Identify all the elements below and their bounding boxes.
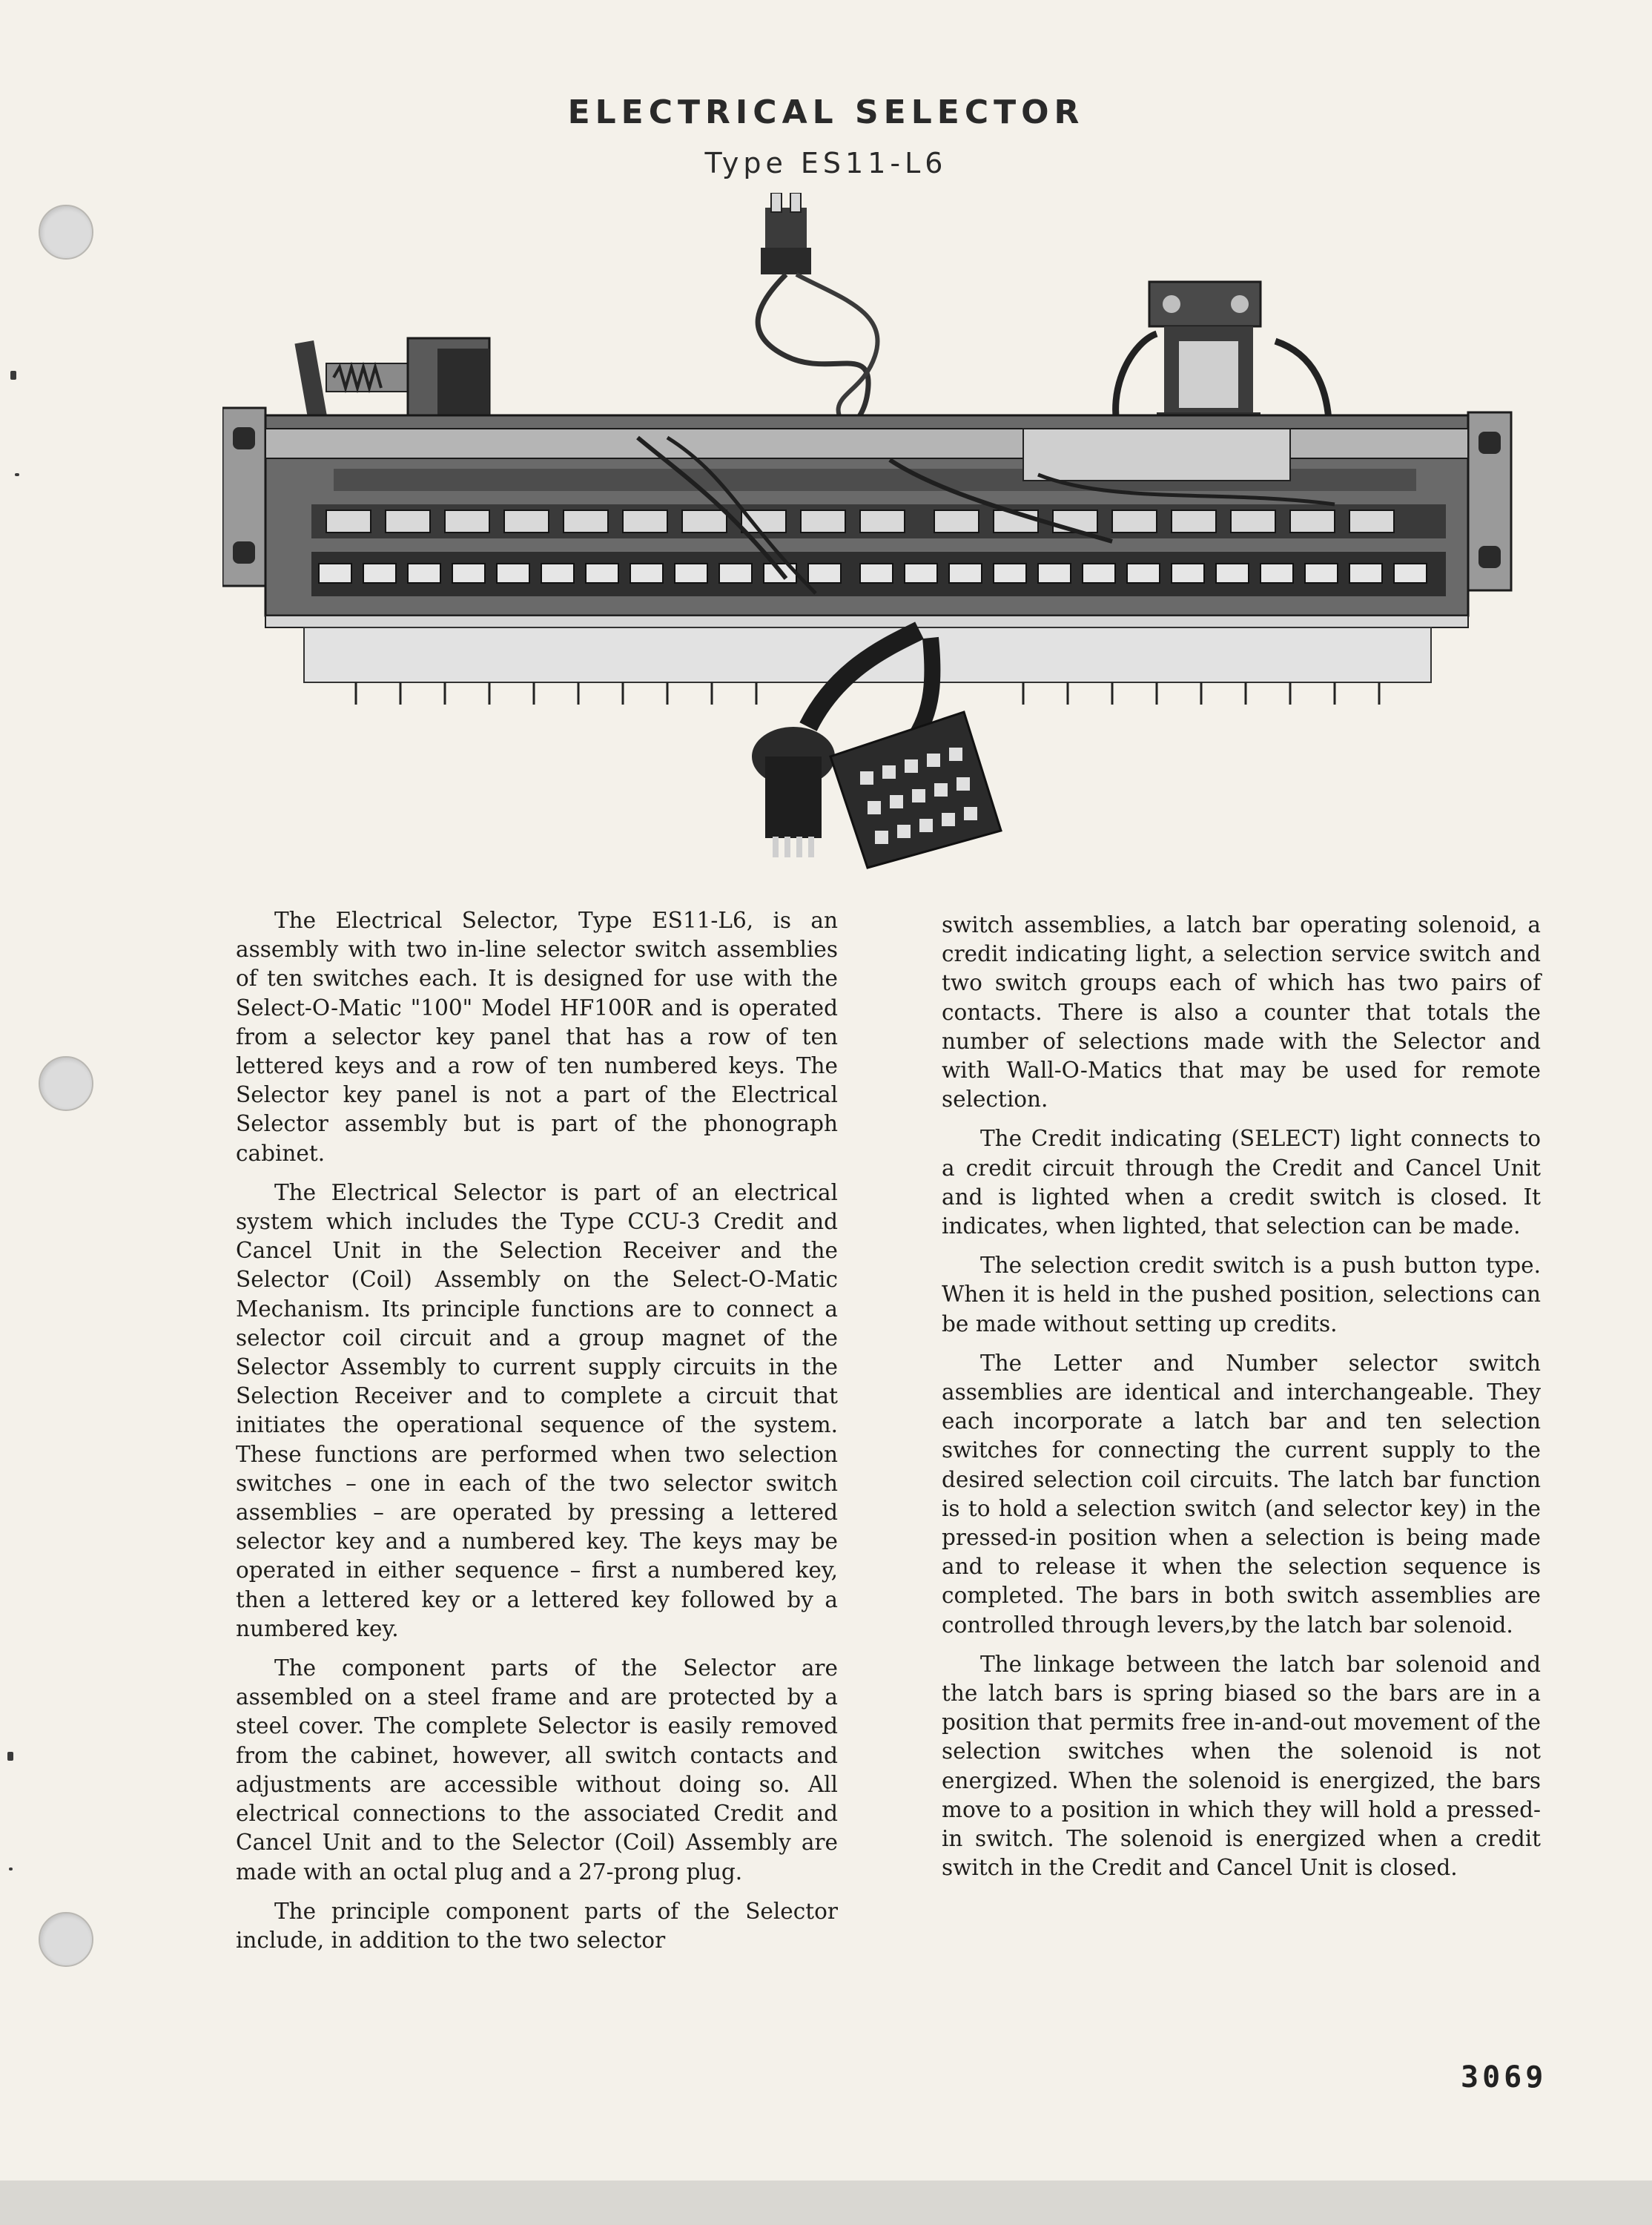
page-bottom-edge (0, 2180, 1652, 2225)
paragraph: The component parts of the Selector are assembled on a steel frame and are protected by a steel cover. The complete Selector is easily removed from the cabinet, however, all switch contacts and adjustments are accessible without doing so. All electrical connections to the associated Credit and Cancel Unit and to the Selector (Coil) Assembly are made with an octal plug and a 27-prong plug. (236, 1655, 838, 1885)
speck-mark (9, 1868, 13, 1870)
paragraph: The principle component parts of the Selector include, in addition to the two selector (236, 1898, 838, 1953)
text-column-right (942, 911, 1541, 1893)
binder-hole-middle (39, 1056, 93, 1111)
paragraph-continuation: switch assemblies, a latch bar operating solenoid, a credit indicating light, a selection service switch and two switch groups each of which has two pairs of contacts. There is also a counter that totals the number of selections made with the Selector and with Wall-O-Matics that may be used for remote selection. (942, 912, 1541, 1112)
paragraph: The selection credit switch is a push button type. When it is held in the pushed position, selections can be made without setting up credits. (942, 1253, 1541, 1336)
page-number: 3069 (1461, 2060, 1547, 2094)
pin-ticks (356, 682, 1379, 705)
paragraph: The Credit indicating (SELECT) light connects to a credit circuit through the Credit and Cancel Unit and is lighted when a credit switch is closed. It indicates, when lighted, that selection can be made. (942, 1126, 1541, 1239)
paragraph: The Electrical Selector, Type ES11-L6, is an assembly with two in-line selector switch assemblies of ten switches each. It is designed for use with the Select-O-Matic "100" Model HF100R and is operated from a selector key panel that has a row of ten lettered keys and a row of ten numbered keys. The Selector key panel is not a part of the Electrical Selector assembly but is part of the phonograph cabinet. (236, 908, 838, 1166)
text-column-left (236, 906, 838, 1965)
switch-row-lower (311, 552, 1446, 596)
speck-mark (7, 1752, 13, 1761)
page-title: ELECTRICAL SELECTOR (567, 93, 1085, 131)
chassis (222, 408, 1511, 682)
paragraph: The Electrical Selector is part of an electrical system which includes the Type CCU-3 Credit and Cancel Unit in the Selection Receiver and the Selector (Coil) Assembly on the Select-O-Matic Mechanism. Its principle functions are to connect a selector coil circuit and a group magnet of the Selector Assembly to current supply circuits in the Selection Receiver and to complete a circuit that initiates the operational sequence of the system. These functions are performed when two selection switches – one in each of the two selector switch assemblies – are operated by pressing a lettered selector key and a numbered key. The keys may be operated in either sequence – first a numbered key, then a lettered key or a lettered key followed by a numbered key. (236, 1179, 838, 1641)
paragraph: The linkage between the latch bar solenoid and the latch bars is spring biased so the bars are in a position that permits free in-and-out movement of the selection switches when the solenoid is not energized. When the solenoid is energized, the bars move to a position in which they will hold a pressed-in switch. The solenoid is energized when a credit switch in the Credit and Cancel Unit is closed. (942, 1651, 1541, 1881)
page-subtitle: Type ES11-L6 (704, 147, 948, 179)
paragraph: The Letter and Number selector switch assemblies are identical and interchangeable. They each incorporate a latch bar and ten selection switches for connecting the current supply to the desired selection coil circuits. The latch bar function is to hold a selection switch (and selector key) in the pressed-in position when a selection is being made and to release it when the selection sequence is completed. The bars in both switch assemblies are controlled through levers,by the latch bar solenoid. (942, 1350, 1541, 1638)
electrical-selector-photo (222, 193, 1513, 875)
speck-mark (10, 371, 16, 380)
switch-row-upper (311, 504, 1446, 538)
speck-mark (15, 473, 19, 476)
binder-hole-bottom (39, 1912, 93, 1967)
binder-hole-top (39, 205, 93, 260)
